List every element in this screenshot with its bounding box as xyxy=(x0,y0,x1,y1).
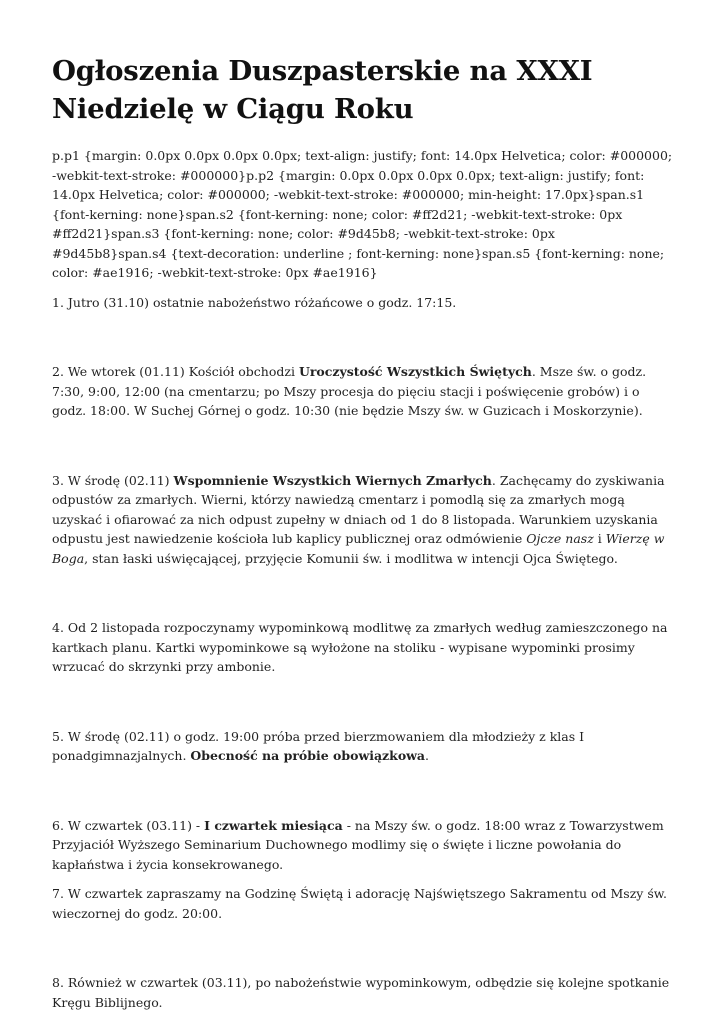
announcement-item xyxy=(52,618,673,677)
announcements-list xyxy=(52,293,673,1013)
bold-text: Wspomnienie Wszystkich Wiernych Zmarłych xyxy=(173,472,492,488)
announcement-item xyxy=(52,362,673,421)
italic-text: Wierzę w Boga xyxy=(52,531,665,566)
text-run: 4. Od 2 listopada rozpoczynamy wypominkową modlitwę za zmarłych według zamieszczonego na kartkach planu. Kartki wypominkowe są wyłożone na stoliku - wypisane wypominki prosimy wrzucać do skrzynki przy ambonie. xyxy=(52,620,668,674)
announcement-item xyxy=(52,973,673,1012)
announcement-item xyxy=(52,884,673,923)
bold-text: Uroczystość Wszystkich Świętych xyxy=(298,364,532,379)
announcement-item xyxy=(52,293,673,313)
text-run: . xyxy=(425,748,430,763)
text-run: 2. We wtorek (01.11) Kościół obchodzi xyxy=(52,364,299,379)
page-title: Ogłoszenia Duszpasterskie na XXXI Niedzielę w Ciągu Roku xyxy=(52,55,593,125)
text-run: i xyxy=(593,531,606,546)
text-run: 3. W środę (02.11) xyxy=(52,472,174,488)
text-run: . Msze św. o godz. 7:30, 9:00, 12:00 (na cmentarzu; po Mszy procesja do pięciu stacji i poświęcenie grobów) i o godz. 18:00. W Suchej Górnej o godz. 10:30 (nie będzie Mszy św. w Guzicach i Moskorzynie). xyxy=(52,364,647,418)
announcement-item xyxy=(52,727,673,766)
text-run: 7. W czwartek zapraszamy na Godzinę Świętą i adorację Najświętszego Sakramentu od Mszy św. wieczornej do godz. 20:00. xyxy=(52,886,667,921)
bold-text: Obecność na próbie obowiązkowa xyxy=(190,748,426,763)
bold-text: I czwartek miesiąca xyxy=(204,817,343,833)
announcement-item xyxy=(52,816,673,875)
italic-text: Ojcze nasz xyxy=(526,531,594,546)
text-run: , stan łaski uświęcającej, przyjęcie Komunii św. i modlitwa w intencji Ojca Świętego. xyxy=(84,550,618,566)
announcement-item xyxy=(52,471,673,569)
text-run: . Zachęcamy do zyskiwania odpustów za zmarłych. Wierni, którzy nawiedzą cmentarz i pomodlą się za zmarłych mogą uzyskać i ofiarować za nich odpust zupełny w dniach od 1 do 8 listopada. Warunkiem uzyskania odpustu jest nawiedzenie kościoła lub kaplicy publicznej oraz odmówienie xyxy=(52,472,665,546)
text-run: 5. W środę (02.11) o godz. 19:00 próba przed bierzmowaniem dla młodzieży z klas I ponadgimnazjalnych. xyxy=(52,728,585,763)
text-run: - na Mszy św. o godz. 18:00 wraz z Towarzystwem Przyjaciół Wyższego Seminarium Duchownego modlimy się o święte i liczne powołania do kapłaństwa i życia konsekrowanego. xyxy=(52,817,664,872)
leaked-css-text: p.p1 {margin: 0.0px 0.0px 0.0px 0.0px; text-align: justify; font: 14.0px Helvetica; color: #000000; -webkit-text-stroke: #000000}p.p2 {margin: 0.0px 0.0px 0.0px 0.0px; text-align: justify; font: 14.0px Helvetica; color: #000000; -webkit-text-stroke: #000000; min-height: 17.0px}span.s1 {font-kerning: none}span.s2 {font-kerning: none; color: #ff2d21; -webkit-text-stroke: 0px #ff2d21}span.s3 {font-kerning: none; color: #9d45b8; -webkit-text-stroke: 0px #9d45b8}span.s4 {text-decoration: underline ; font-kerning: none}span.s5 {font-kerning: none; color: #ae1916; -webkit-text-stroke: 0px #ae1916} xyxy=(52,148,673,280)
text-run: 6. W czwartek (03.11) - xyxy=(52,817,205,833)
text-run: 1. Jutro (31.10) ostatnie nabożeństwo różańcowe o godz. 17:15. xyxy=(52,294,457,310)
text-run: 8. Również w czwartek (03.11), po nabożeństwie wypominkowym, odbędzie się kolejne spotkanie Kręgu Biblijnego. xyxy=(52,975,670,1010)
